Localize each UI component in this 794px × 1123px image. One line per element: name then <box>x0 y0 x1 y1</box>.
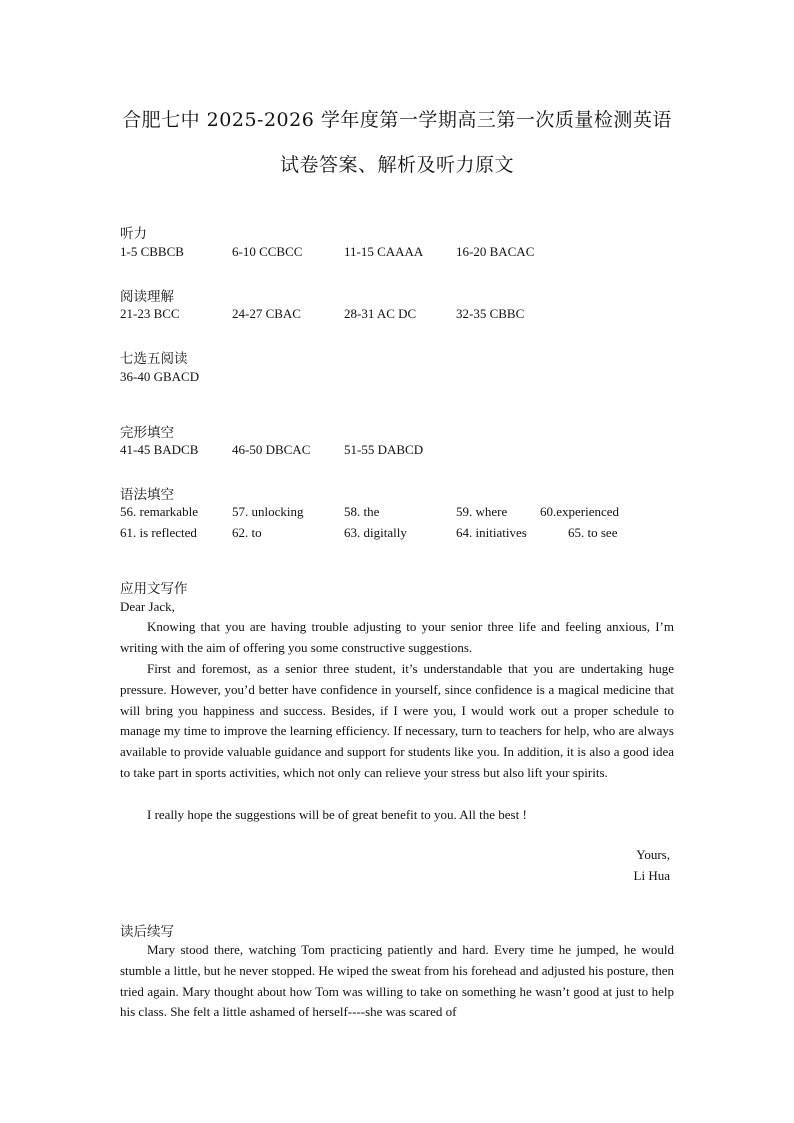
answer-cell: 46-50 DBCAC <box>232 442 311 457</box>
document-title: 合肥七中 2025-2026 学年度第一学期高三第一次质量检测英语 <box>122 109 672 131</box>
answer-cell: 65. to see <box>568 525 618 540</box>
answer-cell: 57. unlocking <box>232 504 304 519</box>
answer-cell: 21-23 BCC <box>120 306 180 321</box>
answer-cell: 41-45 BADCB <box>120 442 199 457</box>
answer-row-seven-five <box>120 369 680 387</box>
answer-row-reading <box>120 306 680 324</box>
section-heading-grammar: 语法填空 <box>120 487 174 503</box>
continuation-paragraph-1: Mary stood there, watching Tom practicing patiently and hard. Every time he jumped, he would stumble a little, but he never stopped. He wiped the sweat from his forehead and adjusted his posture, then tried again. Mary thought about how Tom was willing to take on something he wasn’t good at just to help his class. She felt a little ashamed of herself----she was scared of <box>120 942 674 1020</box>
answer-cell: 32-35 CBBC <box>456 306 525 321</box>
letter-paragraph-1: Knowing that you are having trouble adjusting to your senior three life and feeling anxious, I’m writing with the aim of offering you some constructive suggestions. <box>120 619 674 655</box>
document-subtitle: 试卷答案、解析及听力原文 <box>279 154 514 176</box>
answer-cell: 58. the <box>344 504 380 519</box>
letter-signature: Li Hua <box>633 868 670 883</box>
answer-cell: 64. initiatives <box>456 525 527 540</box>
letter-salutation: Dear Jack, <box>120 599 175 614</box>
answer-cell: 62. to <box>232 525 262 540</box>
section-heading-writing: 应用文写作 <box>120 581 188 597</box>
section-heading-cloze: 完形填空 <box>120 425 174 441</box>
answer-cell: 16-20 BACAC <box>456 244 535 259</box>
section-heading-seven-five: 七选五阅读 <box>120 351 188 367</box>
answer-cell: 63. digitally <box>344 525 407 540</box>
section-heading-listening: 听力 <box>120 226 147 242</box>
section-heading-reading: 阅读理解 <box>120 289 174 305</box>
answer-row-grammar-1 <box>120 504 680 522</box>
section-heading-continuation: 读后续写 <box>120 924 174 940</box>
answer-cell: 6-10 CCBCC <box>232 244 303 259</box>
answer-cell: 61. is reflected <box>120 525 197 540</box>
answer-cell: 1-5 CBBCB <box>120 244 184 259</box>
answer-row-cloze <box>120 442 680 460</box>
letter-closing: Yours, <box>636 847 670 862</box>
answer-cell: 11-15 CAAAA <box>344 244 424 259</box>
letter-paragraph-2: First and foremost, as a senior three student, it’s understandable that you are undertaking huge pressure. However, you’d better have confidence in yourself, since confidence is a magical medicine that will bring you happiness and success. Besides, if I were you, I would work out a proper schedule to manage my time to improve the learning efficiency. If necessary, turn to teachers for help, who are always available to provide valuable guidance and support for students like you. In addition, it is also a good idea to take part in sports activities, which not only can relieve your stress but also lift your spirits. <box>120 661 674 780</box>
answer-cell: 56. remarkable <box>120 504 198 519</box>
answer-cell: 24-27 CBAC <box>232 306 301 321</box>
answer-cell: 60.experienced <box>540 504 620 519</box>
answer-cell: 36-40 GBACD <box>120 369 200 384</box>
answer-cell: 59. where <box>456 504 508 519</box>
answer-row-grammar-2 <box>120 525 680 543</box>
answer-row-listening <box>120 244 680 262</box>
answer-cell: 51-55 DABCD <box>344 442 424 457</box>
answer-cell: 28-31 AC DC <box>344 306 417 321</box>
letter-paragraph-3: I really hope the suggestions will be of great benefit to you. All the best ! <box>147 807 527 822</box>
